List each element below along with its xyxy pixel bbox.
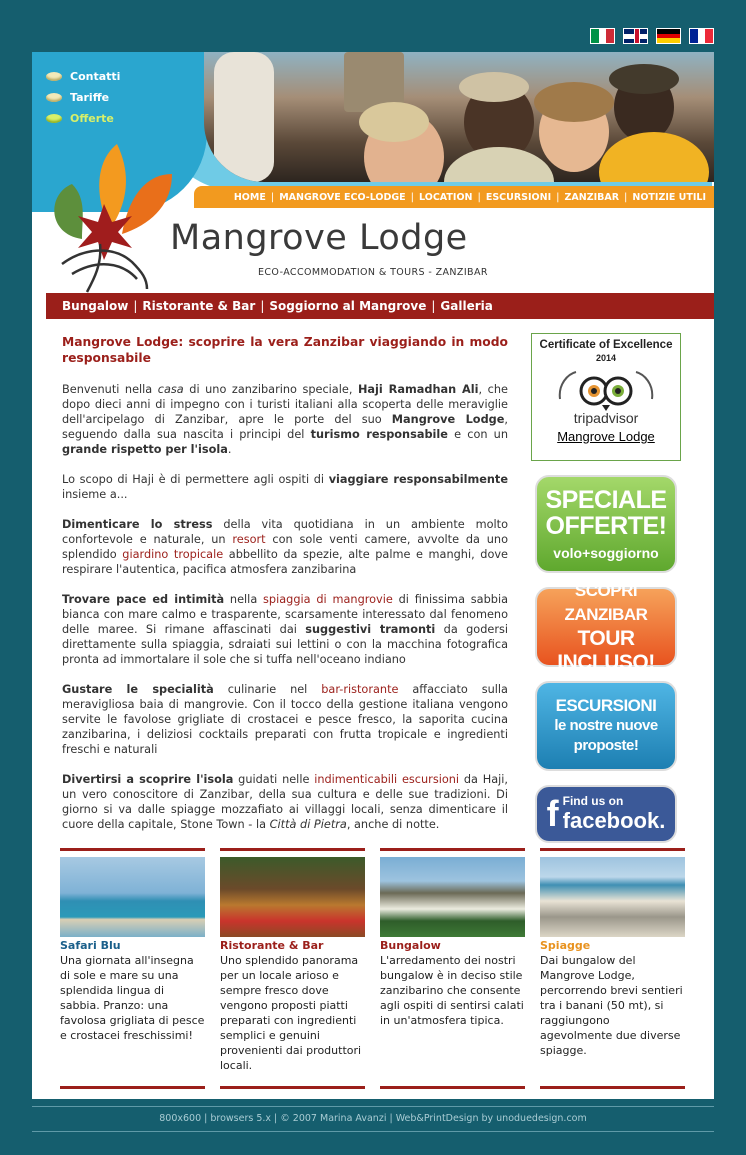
subnav-ristorante[interactable]: Ristorante & Bar — [142, 299, 256, 313]
ristorante-image[interactable] — [220, 857, 365, 937]
escursioni-banner[interactable]: ESCURSIONI le nostre nuove proposte! — [535, 681, 677, 771]
feature-text: L'arredamento dei nostri bungalow è in deciso stile zanzibarino che consente agli ospiti di sentirsi calati in un'atmosfera tipica. — [380, 954, 524, 1027]
feature-columns — [60, 848, 700, 1089]
facebook-banner[interactable]: f Find us on facebook. — [535, 785, 677, 843]
stress-paragraph: Dimenticare lo stress della vita quotidiana in un ambiente molto confortevole e naturale, un resort con sole venti camere, avvolte da uno splendido giardino tropicale abbellito da spezie, alte palme e manghi, dove respirare l'autentica, pacifica atmosfera zanzibarina — [62, 518, 509, 576]
main-content — [62, 334, 508, 847]
feature-title[interactable]: Bungalow — [380, 939, 441, 952]
footer: 800x600 | browsers 5.x | © 2007 Marina Avanzi | Web&PrintDesign by unoduedesign.com — [32, 1106, 714, 1132]
bar-ristorante-link[interactable]: bar-ristorante — [321, 683, 399, 696]
header — [32, 52, 714, 292]
intro-paragraph: Benvenuti nella casa di uno zanzibarino speciale, Haji Ramadhan Ali, che dopo dieci anni di impegno con i turisti italiani alla scoperta delle meraviglie dell'arcipelago di Zanzibar, apre le porte del suo Mangrove Lodge, seguendo dalla sua nascita i principi del turismo responsabile e con un grande rispetto per l'isola. — [62, 383, 508, 456]
brand-title: Mangrove Lodge — [170, 218, 468, 258]
menu-home[interactable]: HOME — [233, 191, 266, 203]
sidebar — [531, 333, 681, 843]
nav-tariffe[interactable] — [46, 87, 120, 108]
main-menu: HOME | MANGROVE ECO-LODGE | LOCATION | ESCURSIONI | ZANZIBAR | NOTIZIE UTILI — [194, 186, 714, 208]
resort-link[interactable]: resort — [232, 533, 266, 546]
giardino-link[interactable]: giardino tropicale — [122, 548, 224, 561]
feature-spiagge — [540, 848, 685, 1089]
sub-nav: Bungalow | Ristorante & Bar | Soggiorno al Mangrove | Galleria — [46, 293, 714, 319]
bungalow-image[interactable] — [380, 857, 525, 937]
flag-english-icon[interactable] — [623, 28, 648, 44]
flag-french-icon[interactable] — [689, 28, 714, 44]
safari-blu-image[interactable] — [60, 857, 205, 937]
scope-paragraph: Lo scopo di Haji è di permettere agli ospiti di viaggiare responsabilmente insieme a... — [62, 473, 508, 501]
feature-text: Una giornata all'insegna di sole e mare su una splendida lingua di sabbia. Pranzo: una favolosa grigliata di pesce e crostacei freschissimi! — [60, 954, 205, 1042]
divertirsi-paragraph: Divertirsi a scoprire l'isola guidati nelle indimenticabili escursioni da Haji, un vero conoscitore di Zanzibar, della sua cultura e delle sue tradizioni. Di giorno si va dalle spiagge mozzafiato ai villaggi locali, senza dimenticare il cuore della capitale, Stone Town - la Città di Pietra, anche di notte. — [62, 773, 508, 831]
gustare-paragraph: Gustare le specialità culinarie nel bar-ristorante affacciato sulla meravigliosa baia di mangrovie. Con il tocco della gestione italiana vengono servite le favolose grigliate di crostacei e pesce fresco, la saporita cucina zanzibarina, i deliziosi cocktails preparati con frutta tropicale e ingredienti freschi e naturali — [62, 683, 508, 756]
header-photo — [204, 52, 714, 182]
feature-text: Dai bungalow del Mangrove Lodge, percorrendo brevi sentieri tra i banani (50 mt), si raggiungono agevolmente due diverse spiagge. — [540, 954, 683, 1057]
page-container — [32, 52, 714, 1099]
menu-notizie[interactable]: NOTIZIE UTILI — [632, 191, 706, 203]
spiagge-image[interactable] — [540, 857, 685, 937]
escursioni-link[interactable]: indimenticabili escursioni — [314, 773, 460, 786]
tripadvisor-owl-icon — [554, 369, 658, 427]
nav-contatti-link[interactable]: Contatti — [70, 70, 121, 83]
facebook-icon: f — [546, 793, 559, 834]
menu-eco-lodge[interactable]: MANGROVE ECO-LODGE — [279, 191, 406, 203]
certificate-year: 2014 — [595, 353, 617, 363]
feature-ristorante — [220, 848, 365, 1089]
feature-text: Uno splendido panorama per un locale arioso e sempre fresco dove vengono proposti piatti preparati con ingredienti semplici e genuini provenienti dai produttori locali. — [220, 954, 362, 1072]
tripadvisor-certificate[interactable] — [531, 333, 681, 461]
subnav-galleria[interactable]: Galleria — [440, 299, 493, 313]
menu-escursioni[interactable]: ESCURSIONI — [485, 191, 552, 203]
bullet-icon — [46, 114, 62, 123]
feature-title[interactable]: Safari Blu — [60, 939, 121, 952]
feature-title[interactable]: Spiagge — [540, 939, 591, 952]
language-flags — [590, 28, 714, 44]
article-title: Mangrove Lodge: scoprire la vera Zanzibar viaggiando in modo responsabile — [62, 335, 508, 365]
subnav-bungalow[interactable]: Bungalow — [62, 299, 129, 313]
subnav-soggiorno[interactable]: Soggiorno al Mangrove — [269, 299, 427, 313]
brand-tagline: ECO-ACCOMMODATION & TOURS - ZANZIBAR — [258, 267, 488, 278]
spiaggia-link[interactable]: spiaggia di mangrovie — [263, 593, 393, 606]
nav-contatti[interactable] — [46, 66, 120, 87]
bullet-icon — [46, 72, 62, 81]
feature-title[interactable]: Ristorante & Bar — [220, 939, 324, 952]
flag-german-icon[interactable] — [656, 28, 681, 44]
menu-zanzibar[interactable]: ZANZIBAR — [564, 191, 620, 203]
speciale-offerte-banner[interactable]: SPECIALE OFFERTE! volo+soggiorno — [535, 475, 677, 573]
pace-paragraph: Trovare pace ed intimità nella spiaggia di mangrovie di finissima sabbia bianca con mare calmo e trasparente, scarsamente interessato dal fenomeno delle maree. Si rimane affascinati dai suggestivi tramonti da godersi direttamente sulla spiaggia, sdraiati sui lettini o con la macchina fotografica pronta ad immortalare il sole che si tuffa nell'oceano indiano — [62, 593, 509, 666]
menu-location[interactable]: LOCATION — [419, 191, 473, 203]
top-nav — [46, 66, 120, 129]
svg-text:tripadvisor: tripadvisor — [573, 410, 639, 426]
nav-offerte-link[interactable]: Offerte — [70, 112, 114, 125]
flag-italian-icon[interactable] — [590, 28, 615, 44]
feature-bungalow — [380, 848, 525, 1089]
nav-offerte[interactable] — [46, 108, 120, 129]
feature-safari-blu — [60, 848, 205, 1089]
bullet-icon — [46, 93, 62, 102]
nav-tariffe-link[interactable]: Tariffe — [70, 91, 110, 104]
certificate-link[interactable]: Mangrove Lodge — [557, 429, 655, 444]
scopri-zanzibar-banner[interactable]: SCOPRI ZANZIBAR TOUR INCLUSO! — [535, 587, 677, 667]
certificate-title: Certificate of Excellence — [539, 339, 673, 351]
